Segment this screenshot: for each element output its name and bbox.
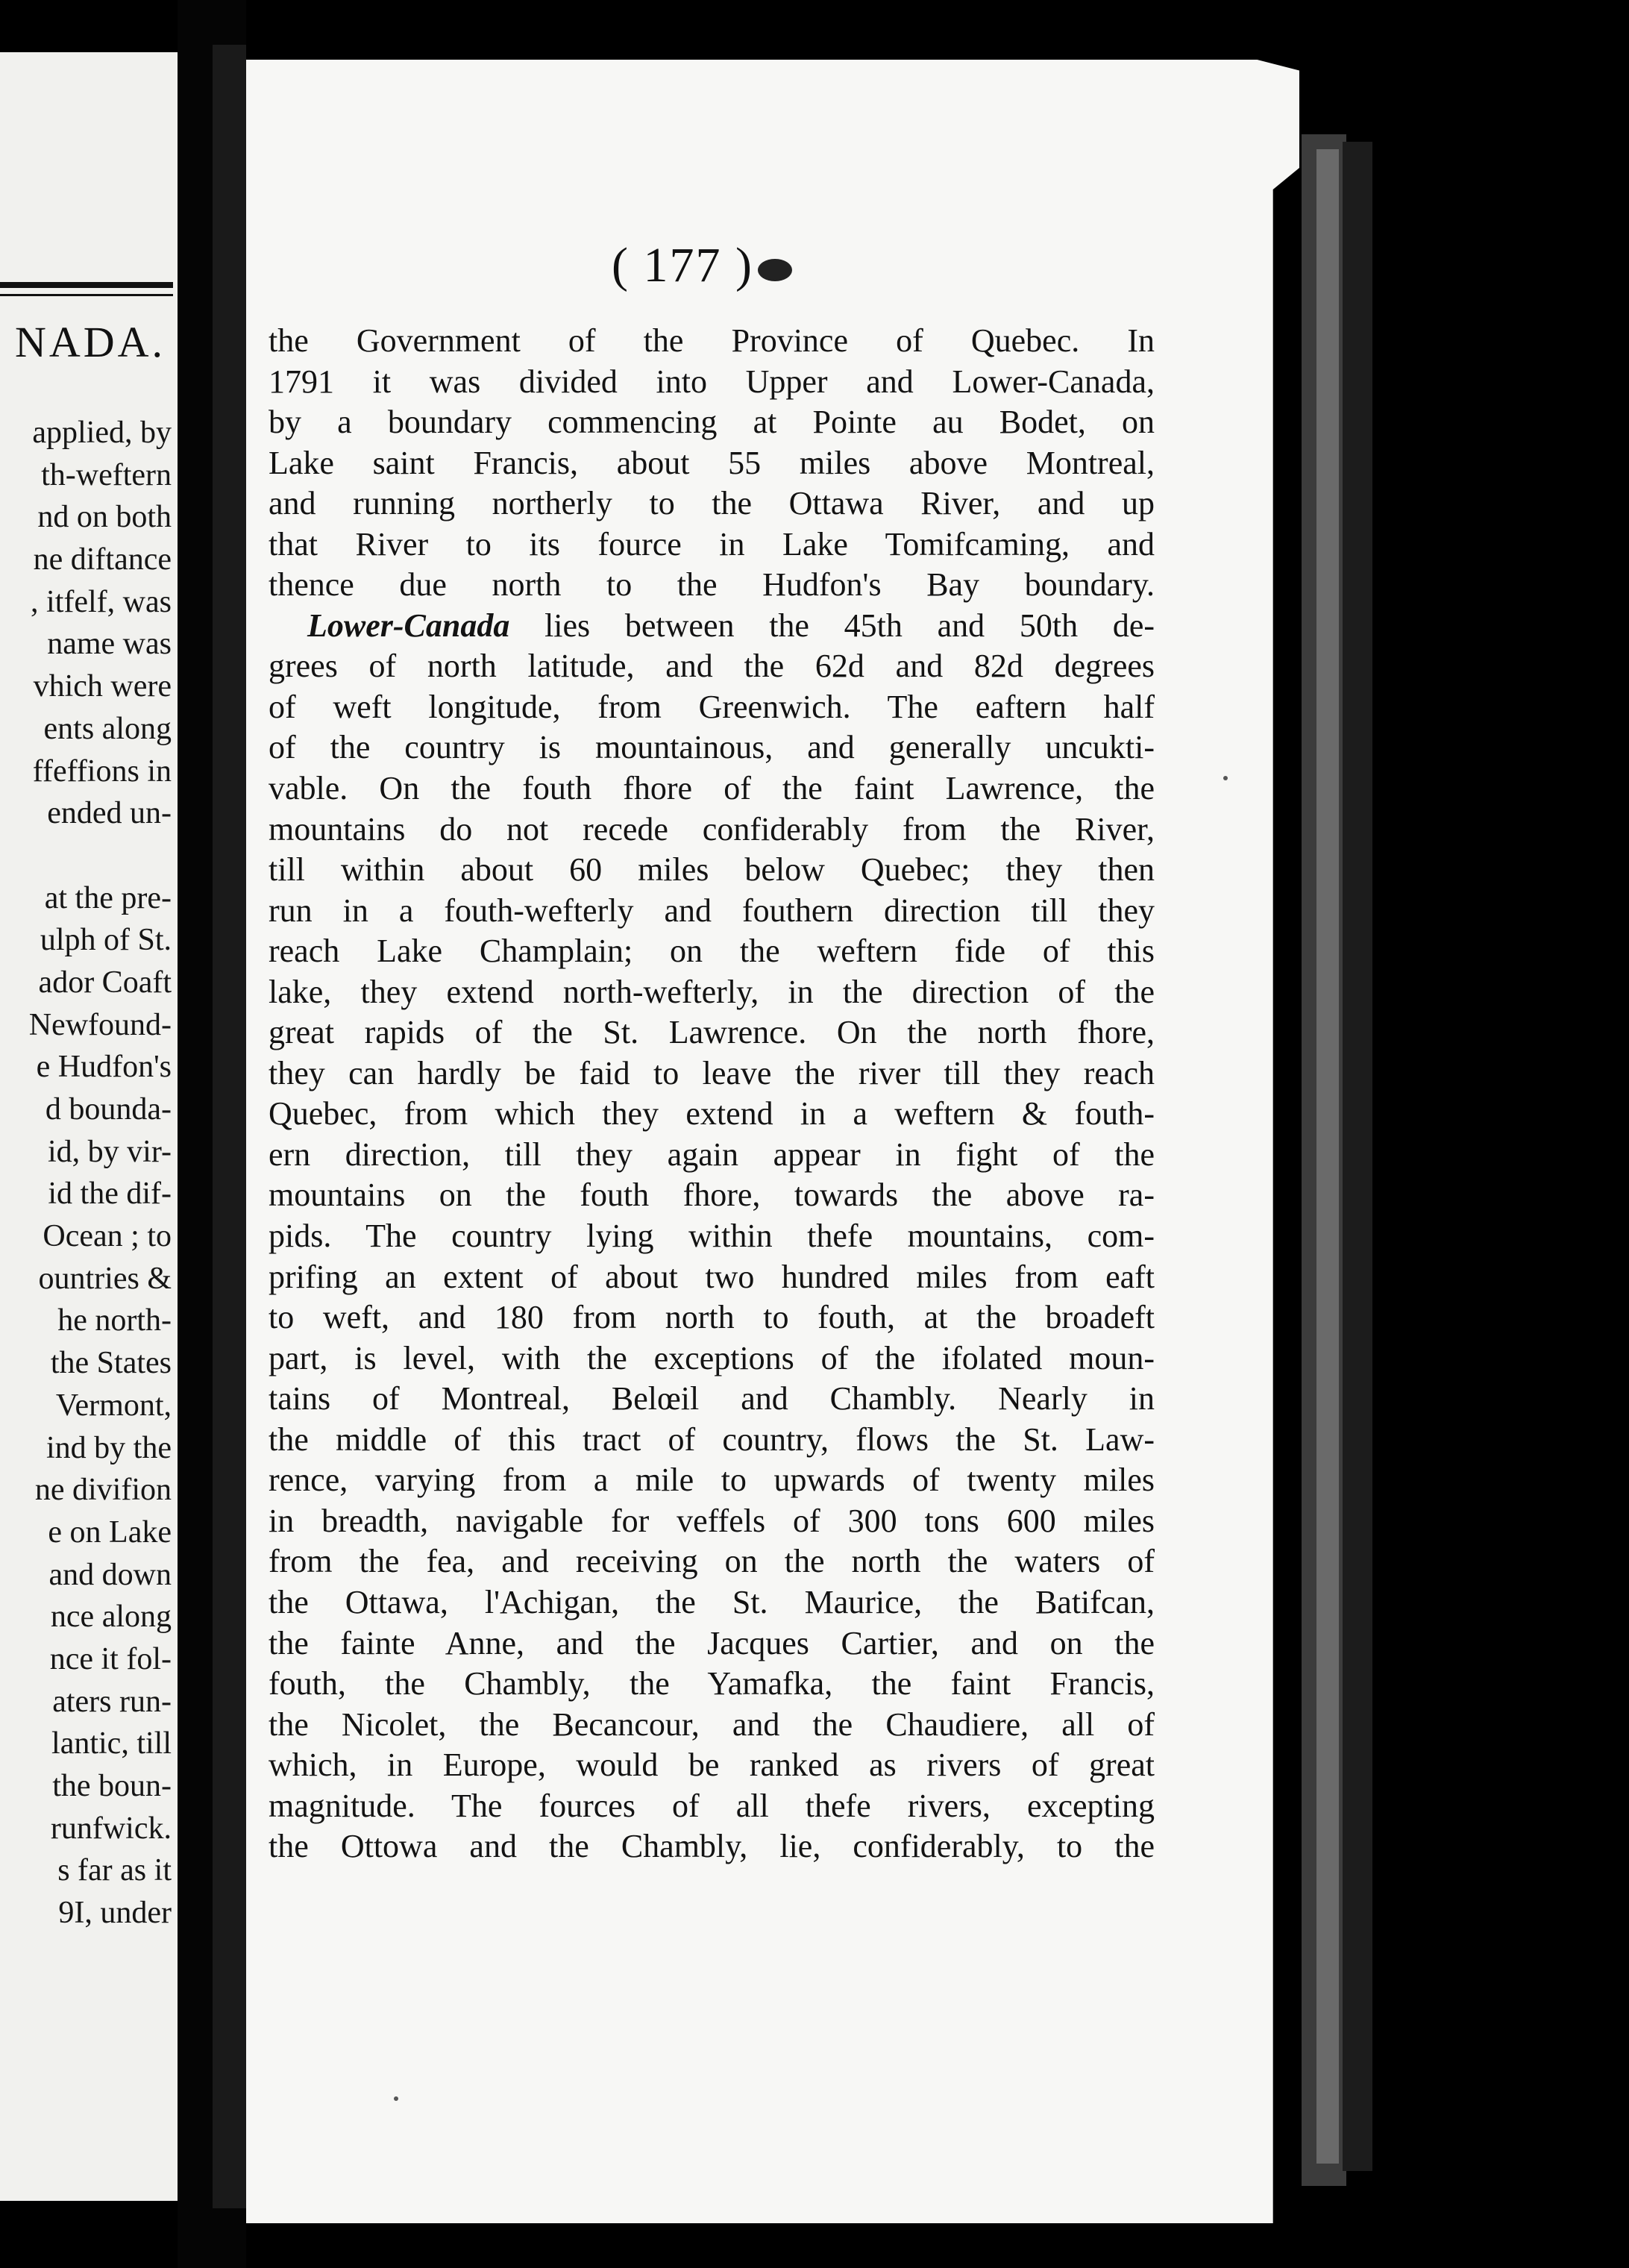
text-line: prifing an extent of about two hundred miles from eaft [269, 1258, 1155, 1295]
left-text-line: and down [48, 1557, 172, 1592]
header-rule-thin [0, 294, 173, 296]
text-line: pids. The country lying within thefe mountains, com- [269, 1218, 1155, 1255]
left-text-line: nce it fol- [49, 1641, 172, 1676]
left-page [0, 52, 178, 2201]
paper-speck [394, 2096, 398, 2101]
text-line: reach Lake Champlain; on the weftern fide of this [269, 933, 1155, 970]
left-text-line: at the pre- [44, 880, 172, 915]
left-text-line: nd on both [37, 500, 172, 535]
left-text-line: ador Coaft [38, 965, 172, 1000]
left-text-line: nce along [50, 1600, 172, 1635]
text-line: that River to its fource in Lake Tomifcaming, and [269, 525, 1155, 563]
left-text-line: he north- [57, 1303, 172, 1338]
text-line: and running northerly to the Ottawa River, and up [269, 485, 1155, 522]
left-text-line: Newfound- [28, 1007, 172, 1042]
text-line: of the country is mountainous, and generally uncukti- [269, 729, 1155, 766]
left-text-line [0, 835, 172, 877]
paragraph-lead-in: Lower-Canada [307, 607, 510, 644]
left-text-line: ne divifion [34, 1473, 172, 1508]
page-edges-dark [1343, 142, 1372, 2171]
left-text-line: name was [47, 627, 172, 662]
text-line: in breadth, navigable for veffels of 300 tons 600 miles [269, 1502, 1155, 1539]
text-line: mountains do not recede confiderably from the River, [269, 810, 1155, 848]
left-running-header: NADA. [14, 318, 166, 366]
left-page-text [0, 412, 172, 1935]
page-number [612, 237, 910, 294]
left-text-line: ind by the [46, 1430, 172, 1465]
left-text-line: lantic, till [51, 1726, 172, 1761]
text-line: great rapids of the St. Lawrence. On the north fhore, [269, 1014, 1155, 1051]
text-line: the fainte Anne, and the Jacques Cartier, and on the [269, 1624, 1155, 1661]
page-edges-light [1316, 149, 1339, 2164]
text-line: the Government of the Province of Quebec. In [269, 322, 1155, 359]
text-line: by a boundary commencing at Pointe au Bodet, on [269, 404, 1155, 441]
text-line: of weft longitude, from Greenwich. The eaftern half [269, 688, 1155, 725]
left-text-line: , itfelf, was [31, 584, 172, 619]
left-text-line: th-weftern [41, 457, 172, 492]
page-number-text: ( 177 ) [612, 238, 753, 292]
left-text-line: the States [50, 1346, 172, 1381]
left-text-line: Vermont, [55, 1388, 172, 1423]
left-text-line: d bounda- [45, 1092, 172, 1127]
left-text-line: ulph of St. [40, 923, 172, 958]
text-line: magnitude. The fources of all thefe rivers, excepting [269, 1787, 1155, 1824]
text-line: grees of north latitude, and the 62d and 82d degrees [269, 648, 1155, 685]
left-text-line: ended un- [47, 796, 172, 831]
text-line: the Ottawa, l'Achigan, the St. Maurice, the Batifcan, [269, 1583, 1155, 1620]
text-line: fouth, the Chambly, the Yamafka, the faint Francis, [269, 1665, 1155, 1702]
page-body-text [269, 321, 1155, 1867]
text-line: to weft, and 180 from north to fouth, at the broadeft [269, 1299, 1155, 1336]
text-line: they can hardly be faid to leave the river till they reach [269, 1054, 1155, 1091]
text-line [269, 606, 1155, 647]
text-line: the middle of this tract of country, flows the St. Law- [269, 1420, 1155, 1458]
text-line: 1791 it was divided into Upper and Lower-Canada, [269, 363, 1155, 400]
left-text-line: the boun- [52, 1769, 172, 1803]
text-line: lake, they extend north-wefterly, in the direction of the [269, 973, 1155, 1010]
text-line: rence, varying from a mile to upwards of twenty miles [269, 1462, 1155, 1499]
left-text-line: Ocean ; to [43, 1219, 172, 1254]
left-text-line: s far as it [57, 1853, 172, 1888]
left-text-line: e Hudfon's [36, 1050, 172, 1085]
text-line: vable. On the fouth fhore of the faint Lawrence, the [269, 770, 1155, 807]
left-text-line: vhich were [33, 669, 172, 704]
left-text-line: ne diftance [33, 542, 172, 577]
text-line: tains of Montreal, Belœil and Chambly. Nearly in [269, 1380, 1155, 1418]
header-rule [0, 282, 173, 288]
text-line: the Ottowa and the Chambly, lie, confiderably, to the [269, 1828, 1155, 1865]
ink-blot [758, 259, 792, 281]
paper-speck [1223, 776, 1228, 780]
text-line: which, in Europe, would be ranked as rivers of great [269, 1747, 1155, 1784]
text-line: Quebec, from which they extend in a weftern & fouth- [269, 1095, 1155, 1133]
text-line: part, is level, with the exceptions of the ifolated moun- [269, 1339, 1155, 1376]
left-text-line: ffeffions in [32, 754, 172, 789]
text-line: till within about 60 miles below Quebec; they then [269, 851, 1155, 889]
text-line: from the fea, and receiving on the north the waters of [269, 1543, 1155, 1580]
gutter-shadow [213, 45, 246, 2208]
text-line: thence due north to the Hudfon's Bay boundary. [269, 566, 1155, 604]
text-line: Lake saint Francis, about 55 miles above Montreal, [269, 444, 1155, 481]
text-line-rest: lies between the 45th and 50th de- [544, 607, 1155, 644]
left-text-line: e on Lake [48, 1514, 172, 1550]
text-line: run in a fouth-wefterly and fouthern direction till they [269, 892, 1155, 929]
left-text-line: id, by vir- [48, 1134, 172, 1169]
left-text-line: aters run- [52, 1684, 172, 1719]
left-text-line: ents along [43, 711, 172, 746]
text-line: ern direction, till they again appear in fight of the [269, 1135, 1155, 1173]
left-text-line: applied, by [32, 416, 172, 450]
left-text-line: runfwick. [50, 1811, 172, 1846]
text-line: the Nicolet, the Becancour, and the Chaudiere, all of [269, 1705, 1155, 1743]
left-text-line: ountries & [38, 1261, 172, 1296]
left-text-line: 9I, under [58, 1896, 172, 1931]
text-line: mountains on the fouth fhore, towards the above ra- [269, 1177, 1155, 1214]
left-text-line: id the dif- [48, 1177, 172, 1212]
